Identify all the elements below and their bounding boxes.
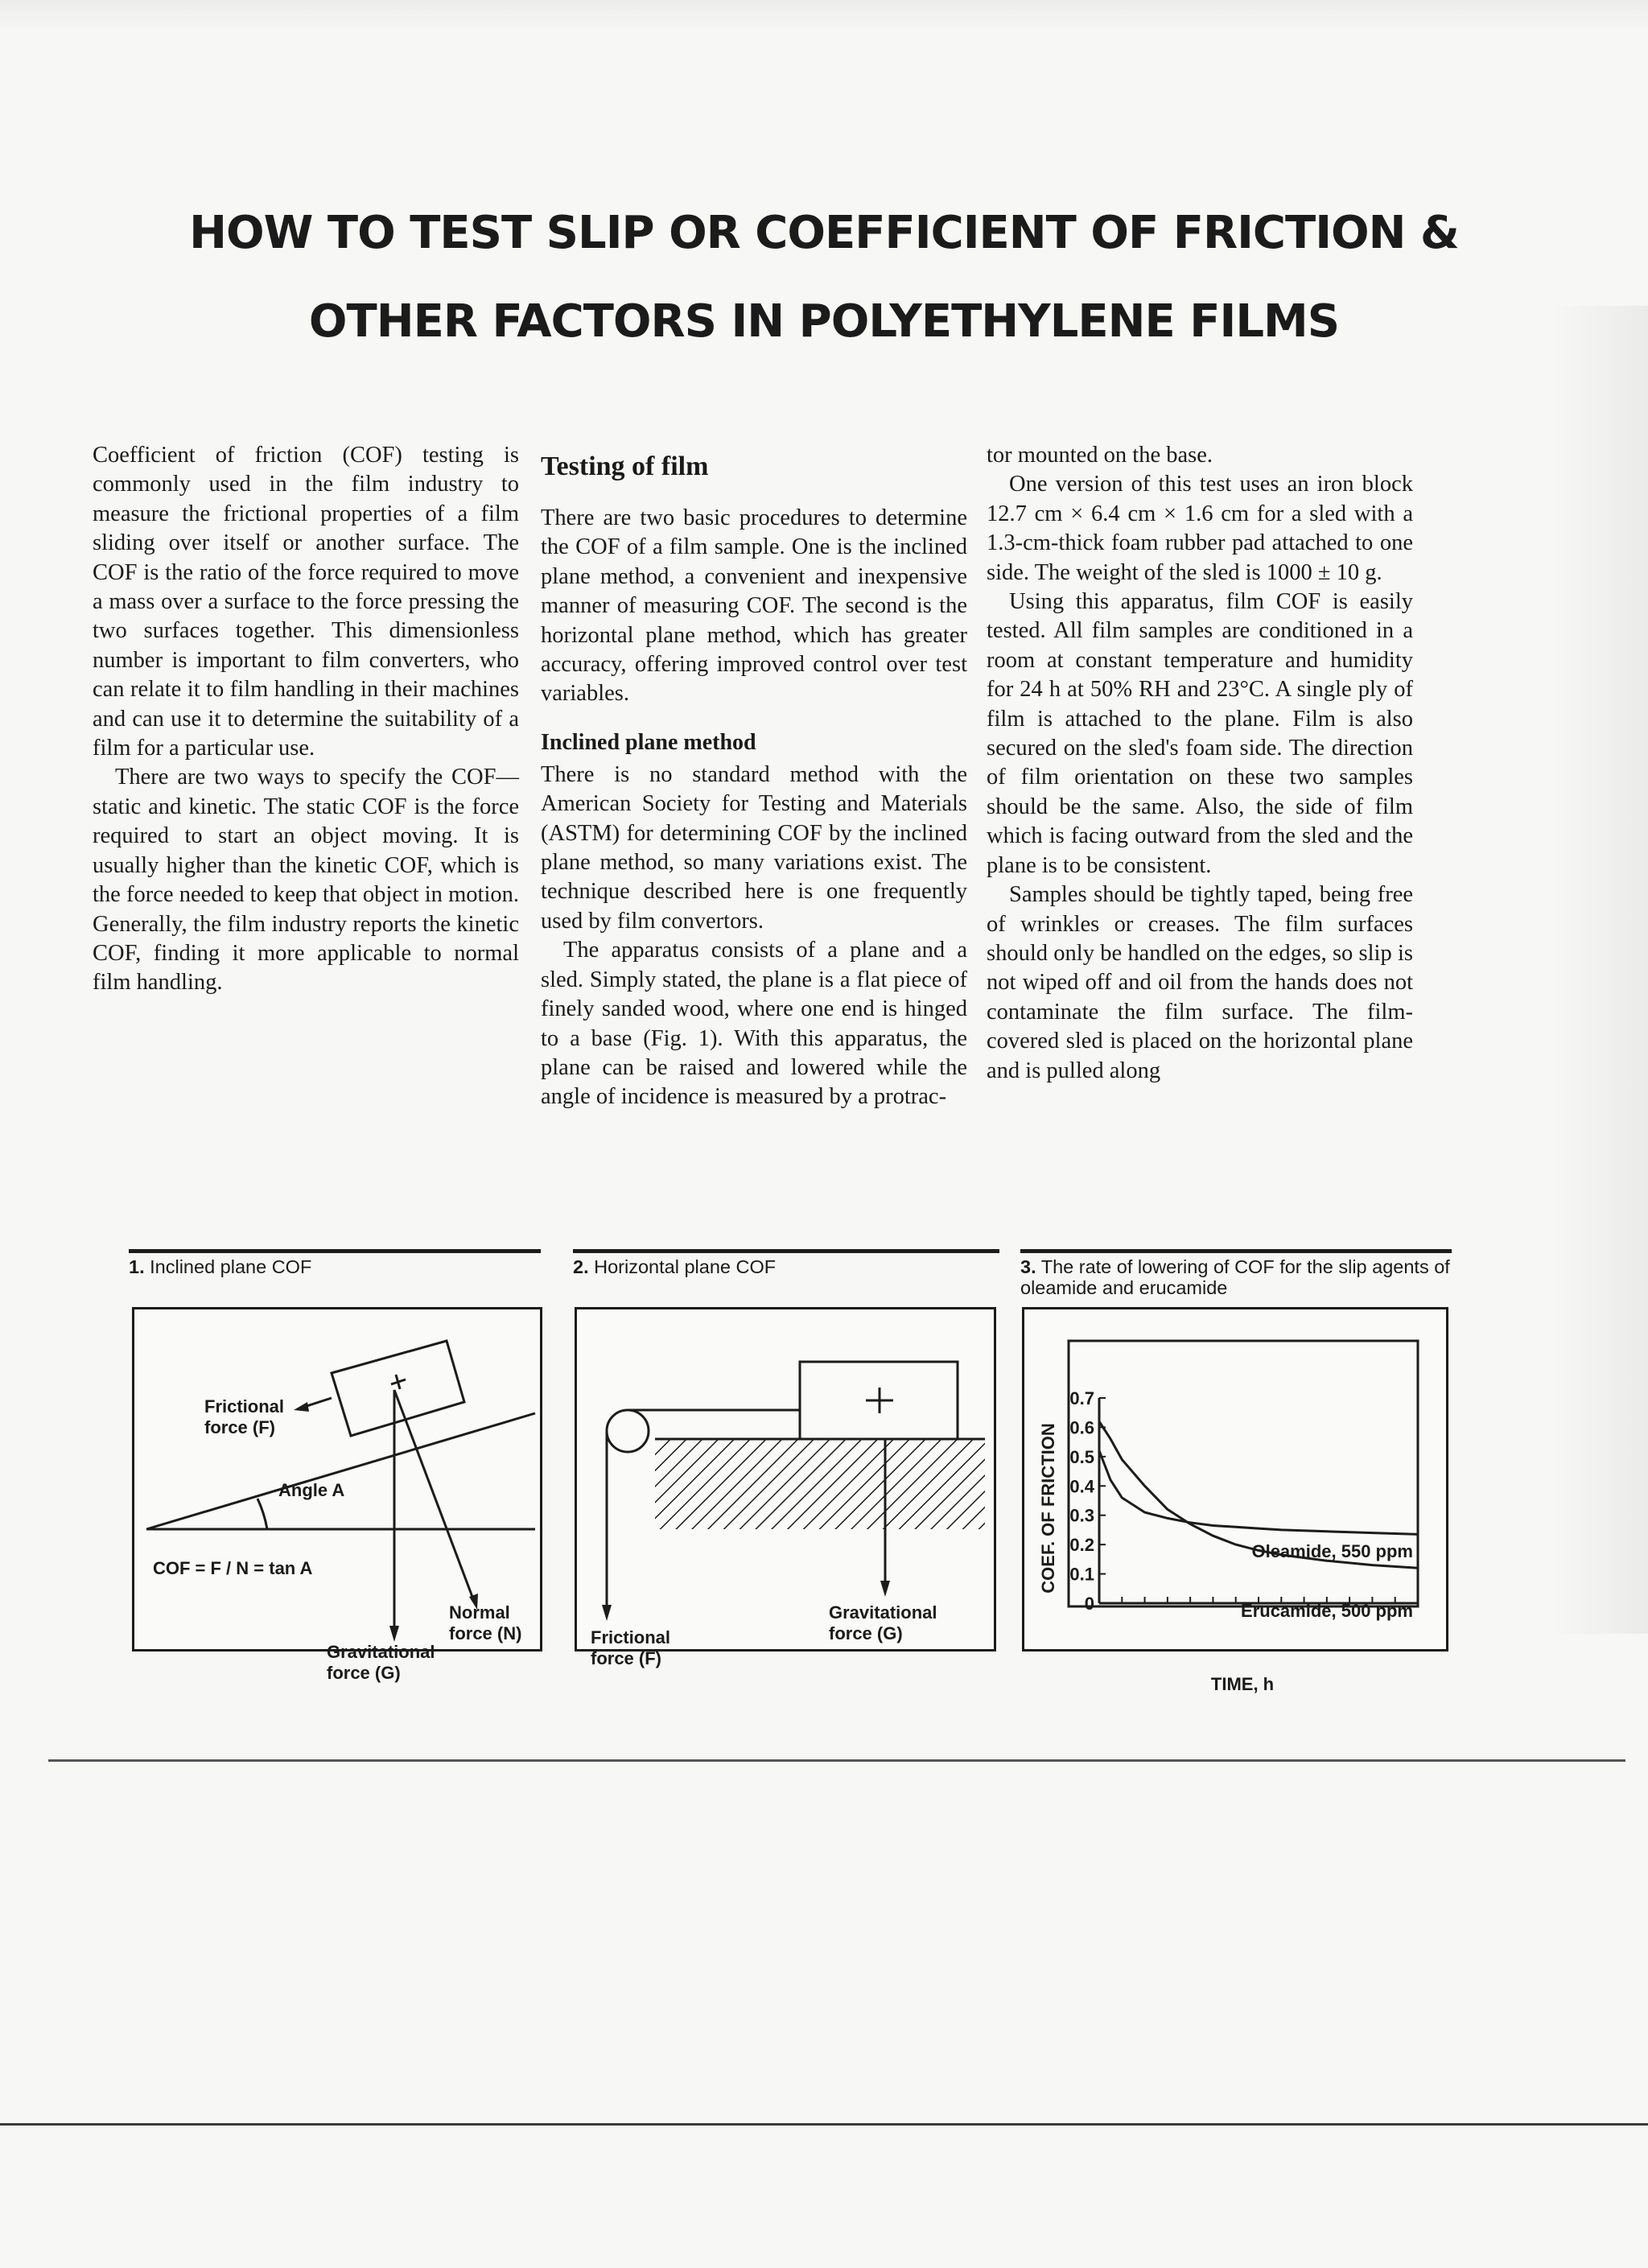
footer-rule (0, 2123, 1648, 2126)
paragraph: One version of this test uses an iron block 12.7 cm × 6.4 cm × 1.6 cm for a sled with a 1.3-cm-thick foam rubber pad attached to one side. The weight of the sled is 1000 ± 10 g. (987, 472, 1413, 585)
hatched-base (655, 1439, 985, 1529)
figure-horizontal-plane (573, 1249, 999, 1756)
paragraph: Samples should be tightly taped, being free of wrinkles or creases. The film surfaces should only be handled on the edges, so slip is not wiped off and oil from the hands does not contaminate the film surface. The film-covered sled is placed on the horizontal plane and is pulled along (987, 882, 1413, 1083)
y-tick-label: 0.6 (1069, 1417, 1094, 1438)
page-shadow (1551, 306, 1648, 1634)
formula-label: COF = F / N = tan A (153, 1558, 313, 1578)
column-2 (541, 441, 967, 1112)
figure-inclined-plane (129, 1249, 541, 1756)
angle-arc (258, 1499, 267, 1529)
normal-force-label: force (N) (449, 1623, 522, 1643)
paragraph: tor mounted on the base. (987, 443, 1213, 468)
y-tick-label: 0.3 (1069, 1505, 1094, 1526)
normal-line (394, 1390, 475, 1603)
y-tick-label: 0.5 (1069, 1446, 1094, 1467)
figure-caption-text: Inclined plane COF (150, 1256, 312, 1277)
paragraph: There are two basic procedures to determine the COF of a film sample. One is the inclined plane method, a convenient and inexpensive manner of measuring COF. The second is the horizontal plane method, which has greater accuracy, offering improved control over test variables. (541, 505, 967, 707)
normal-force-label: Normal (449, 1602, 510, 1623)
figure-number: 3. (1020, 1256, 1036, 1277)
frictional-force-label: force (F) (591, 1648, 661, 1668)
column-1 (93, 441, 519, 998)
section-heading: Testing of film (541, 452, 709, 481)
figure-caption-text: The rate of lowering of COF for the slip agents of oleamide and erucamide (1020, 1256, 1450, 1298)
y-tick-label: 0.2 (1069, 1535, 1094, 1556)
paragraph: Coefficient of friction (COF) testing is commonly used in the film industry to measure the frictional properties of a film sliding over itself or another surface. The COF is the ratio of the force required to move a mass over a surface to the force pressing the two surfaces together. This dimensionless number is important to film converters, who can relate it to film handling in their machines and can use it to determine the suitability of a film for a particular use. (93, 443, 519, 761)
frictional-force-label: Frictional (204, 1396, 285, 1416)
series-line (1099, 1451, 1418, 1535)
y-tick-label: 0.1 (1069, 1564, 1094, 1585)
figure-caption-text: Horizontal plane COF (594, 1256, 777, 1277)
page-title (97, 189, 1551, 366)
y-axis-label: COEF. OF FRICTION (1038, 1423, 1058, 1594)
gravitational-force-label: Gravitational (829, 1602, 937, 1623)
paragraph: There is no standard method with the American Society for Testing and Materials (ASTM) for determining COF by the inclined plane method, so many variations exist. The technique described here is one frequently used by film convertors. (541, 761, 967, 934)
frictional-force-label: force (F) (204, 1417, 275, 1437)
title-line-2: OTHER FACTORS IN POLYETHYLENE FILMS (308, 295, 1340, 348)
x-axis-label: TIME, h (1210, 1674, 1275, 1694)
gravitational-force-label: force (G) (327, 1663, 401, 1683)
paragraph: The apparatus consists of a plane and a sled. Simply stated, the plane is a flat piece of finely sanded wood, where one end is hinged to a base (Fig. 1). With this apparatus, the plane can be raised and lowered while the angle of incidence is measured by a protrac- (541, 938, 967, 1110)
page-top-edge (0, 0, 1648, 32)
paragraph: There are two ways to specify the COF—static and kinetic. The static COF is the force required to start an object moving. It is usually higher than the kinetic COF, which is the force needed to keep that object in motion. Generally, the film industry reports the kinetic COF, finding it more applicable to normal film handling. (93, 765, 519, 996)
pulley (607, 1410, 649, 1452)
title-line-1: HOW TO TEST SLIP OR COEFFICIENT OF FRICTION & (189, 207, 1459, 259)
figure-number: 2. (573, 1256, 589, 1277)
gravitational-force-label: Gravitational (327, 1642, 435, 1662)
plot-box (1069, 1341, 1418, 1606)
cof-chart (1020, 1249, 1452, 1756)
frictional-force-label: Frictional (591, 1627, 671, 1647)
angle-label: Angle A (278, 1480, 345, 1500)
figure-cof-chart (1020, 1249, 1452, 1756)
paragraph: Using this apparatus, film COF is easily tested. All film samples are conditioned in a room at constant temperature and humidity for 24 h at 50% RH and 23°C. A single ply of film is attached to the plane. Film is also secured on the sled's foam side. The direction of film orientation on these two samples should be the same. Also, the side of film which is facing outward from the sled and the plane is to be consistent. (987, 589, 1413, 878)
column-3 (987, 441, 1413, 1086)
section-divider (48, 1759, 1625, 1762)
sled-block (332, 1341, 464, 1436)
figure-number: 1. (129, 1256, 145, 1277)
gravitational-force-label: force (G) (829, 1623, 903, 1643)
horizontal-plane-diagram (573, 1249, 999, 1756)
series-label: Oleamide, 550 ppm (1251, 1541, 1413, 1561)
y-tick-label: 0 (1084, 1594, 1094, 1614)
subsection-heading: Inclined plane method (541, 729, 756, 755)
series-label: Erucamide, 500 ppm (1241, 1601, 1413, 1621)
y-tick-label: 0.4 (1069, 1476, 1094, 1497)
y-tick-label: 0.7 (1069, 1388, 1094, 1408)
inclined-plane-diagram (129, 1249, 541, 1756)
